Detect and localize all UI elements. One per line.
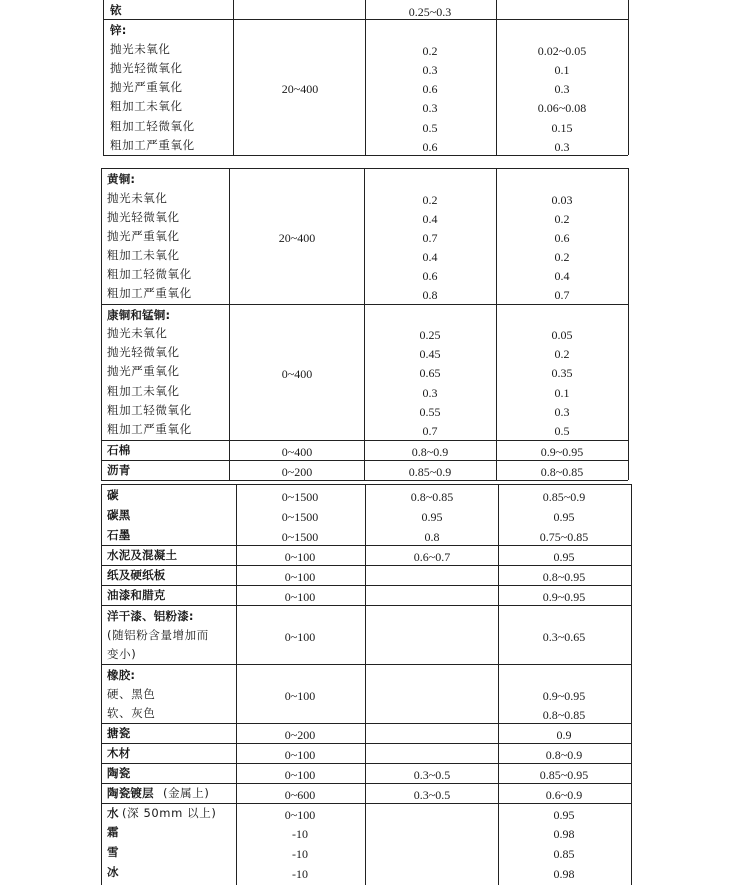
emissivity-value: 0.8~0.9 (545, 748, 583, 762)
material-name: 抛光未氧化 (107, 191, 168, 205)
material-name: 石墨 (107, 528, 131, 542)
emissivity-value: 0.3~0.5 (413, 768, 451, 782)
emissivity-value: 0.9~0.95 (542, 689, 586, 703)
emissivity-value: 0.95 (553, 550, 575, 564)
table-border (364, 168, 365, 480)
table-border (496, 168, 497, 480)
group-heading: 黄铜: (107, 172, 136, 186)
table-border (101, 743, 631, 744)
temperature-range: 0~100 (284, 570, 316, 584)
emissivity-value: 0.3 (554, 82, 570, 96)
temperature-range: -10 (292, 847, 308, 861)
emissivity-value: 0.5 (422, 121, 438, 135)
table-border (101, 585, 631, 586)
emissivity-value: 0.25 (419, 328, 441, 342)
material-name: 洋干漆、铝粉漆: (107, 609, 194, 623)
emissivity-value: 0.02~0.05 (537, 44, 587, 58)
emissivity-value: 0.4 (422, 212, 438, 226)
emissivity-value: 0.98 (553, 867, 575, 881)
table-border (103, 155, 628, 156)
temperature-range: 0~400 (281, 445, 313, 459)
material-name: 陶瓷镀层 (107, 786, 154, 800)
table-border (101, 545, 631, 546)
table-border (101, 484, 631, 485)
material-name: 粗加工严重氧化 (107, 286, 192, 300)
table-border (496, 19, 497, 155)
emissivity-value: 0.6 (422, 82, 438, 96)
emissivity-value: 0.06~0.08 (537, 101, 587, 115)
material-name: 油漆和腊克 (107, 588, 166, 602)
emissivity-value: 0.85~0.9 (542, 490, 586, 504)
table-border (101, 480, 628, 481)
material-note: (随铝粉含量增加而 (107, 628, 209, 642)
emissivity-value: 0.9~0.95 (540, 445, 584, 459)
material-name: 陶瓷 (107, 766, 131, 780)
temperature-range: 0~100 (284, 630, 316, 644)
material-name: 冰 (107, 865, 119, 879)
emissivity-value: 0.85~0.95 (539, 768, 589, 782)
temperature-range: 0~1500 (281, 510, 319, 524)
emissivity-value: 0.3 (422, 63, 438, 77)
emissivity-value: 0.85 (553, 847, 575, 861)
material-name: 铱 (110, 3, 122, 17)
table-border (229, 168, 230, 480)
temperature-range: 0~100 (284, 550, 316, 564)
emissivity-value: 0.9 (556, 728, 572, 742)
table-border (101, 565, 631, 566)
table-border (628, 0, 629, 19)
emissivity-value: 0.6~0.7 (413, 550, 451, 564)
material-name: 抛光轻微氧化 (107, 210, 180, 224)
material-name: 抛光严重氧化 (107, 364, 180, 378)
emissivity-value: 0.8~0.95 (542, 570, 586, 584)
emissivity-value: 0.7 (554, 288, 570, 302)
table-border (233, 19, 234, 155)
emissivity-value: 0.4 (554, 269, 570, 283)
emissivity-value: 0.4 (422, 250, 438, 264)
emissivity-value: 0.8~0.85 (542, 708, 586, 722)
temperature-range: -10 (292, 867, 308, 881)
emissivity-value: 0.3~0.5 (413, 788, 451, 802)
material-name: 粗加工未氧化 (110, 99, 183, 113)
table-border (103, 19, 104, 155)
emissivity-value: 0.95 (553, 510, 575, 524)
material-name: 抛光未氧化 (107, 326, 168, 340)
emissivity-value: 0.9~0.95 (542, 590, 586, 604)
emissivity-value: 0.5 (554, 424, 570, 438)
emissivity-value: 0.98 (553, 827, 575, 841)
material-name: 粗加工严重氧化 (107, 422, 192, 436)
material-name: 石棉 (107, 443, 131, 457)
emissivity-value: 0.25~0.3 (408, 5, 452, 19)
emissivity-value: 0.8~0.85 (540, 465, 584, 479)
table-border (101, 440, 628, 441)
temperature-range: 0~200 (281, 465, 313, 479)
emissivity-value: 0.1 (554, 386, 570, 400)
material-name: 雪 (107, 845, 119, 859)
emissivity-value: 0.7 (422, 424, 438, 438)
temperature-range: 20~400 (278, 231, 316, 245)
emissivity-value: 0.05 (551, 328, 573, 342)
group-heading: 康铜和锰铜: (107, 308, 171, 322)
material-note: (深 50mm 以上) (122, 806, 217, 820)
temperature-range: 0~1500 (281, 530, 319, 544)
emissivity-value: 0.03 (551, 193, 573, 207)
material-name: 纸及硬纸板 (107, 568, 166, 582)
material-name: 碳黑 (107, 508, 131, 522)
emissivity-value: 0.95 (421, 510, 443, 524)
emissivity-value: 0.6 (422, 140, 438, 154)
table-border (101, 723, 631, 724)
emissivity-value: 0.85~0.9 (408, 465, 452, 479)
group-heading: 锌: (110, 23, 127, 37)
emissivity-value: 0.55 (419, 405, 441, 419)
material-name: 软、灰色 (107, 706, 156, 720)
table-border (101, 803, 631, 804)
temperature-range: 0~1500 (281, 490, 319, 504)
table-border (365, 19, 366, 155)
material-note: (金属上) (163, 786, 210, 800)
emissivity-value: 0.8~0.9 (411, 445, 449, 459)
material-name: 粗加工未氧化 (107, 384, 180, 398)
table-border (101, 460, 628, 461)
emissivity-value: 0.2 (554, 212, 570, 226)
emissivity-value: 0.8 (422, 288, 438, 302)
emissivity-value: 0.3 (554, 405, 570, 419)
table-border (631, 484, 632, 885)
material-name: 水泥及混凝土 (107, 548, 178, 562)
material-name: 粗加工严重氧化 (110, 138, 195, 152)
temperature-range: 0~600 (284, 788, 316, 802)
emissivity-value: 0.2 (422, 193, 438, 207)
material-name: 抛光轻微氧化 (110, 61, 183, 75)
emissivity-value: 0.3 (422, 386, 438, 400)
material-name: 硬、黑色 (107, 687, 156, 701)
emissivity-value: 0.75~0.85 (539, 530, 589, 544)
table-border (103, 0, 104, 19)
emissivity-value: 0.95 (553, 808, 575, 822)
material-name: 粗加工轻微氧化 (107, 403, 192, 417)
material-name: 抛光轻微氧化 (107, 345, 180, 359)
material-name: 木材 (107, 746, 131, 760)
material-name: 抛光严重氧化 (107, 229, 180, 243)
material-name: 粗加工轻微氧化 (107, 267, 192, 281)
material-name: 抛光未氧化 (110, 42, 171, 56)
temperature-range: 0~200 (284, 728, 316, 742)
emissivity-value: 0.2 (554, 250, 570, 264)
emissivity-value: 0.6~0.9 (545, 788, 583, 802)
temperature-range: -10 (292, 827, 308, 841)
temperature-range: 0~400 (281, 367, 313, 381)
material-name: 粗加工未氧化 (107, 248, 180, 262)
table-border (101, 304, 628, 305)
emissivity-value: 0.65 (419, 366, 441, 380)
material-name: 水 (107, 806, 119, 820)
table-border (101, 763, 631, 764)
emissivity-value: 0.35 (551, 366, 573, 380)
emissivity-value: 0.8~0.85 (410, 490, 454, 504)
emissivity-value: 0.6 (554, 231, 570, 245)
table-border (101, 168, 102, 480)
emissivity-value: 0.2 (422, 44, 438, 58)
table-border (628, 168, 629, 480)
table-border (496, 0, 497, 19)
table-border (233, 0, 234, 19)
emissivity-value: 0.15 (551, 121, 573, 135)
material-name: 橡胶: (107, 668, 136, 682)
emissivity-value: 0.3 (554, 140, 570, 154)
material-name: 搪瓷 (107, 726, 131, 740)
emissivity-value: 0.1 (554, 63, 570, 77)
temperature-range: 0~100 (284, 748, 316, 762)
emissivity-value: 0.7 (422, 231, 438, 245)
temperature-range: 20~400 (281, 82, 319, 96)
material-name: 碳 (107, 488, 119, 502)
temperature-range: 0~100 (284, 808, 316, 822)
table-border (628, 19, 629, 155)
emissivity-value: 0.45 (419, 347, 441, 361)
material-name: 沥青 (107, 463, 131, 477)
emissivity-value: 0.3 (422, 101, 438, 115)
table-border (101, 605, 631, 606)
emissivity-value: 0.3~0.65 (542, 630, 586, 644)
material-name: 粗加工轻微氧化 (110, 119, 195, 133)
material-name: 抛光严重氧化 (110, 80, 183, 94)
table-border (101, 664, 631, 665)
table-border (365, 0, 366, 19)
table-border (101, 783, 631, 784)
material-note: 变小) (107, 647, 137, 661)
material-name: 霜 (107, 825, 119, 839)
emissivity-value: 0.2 (554, 347, 570, 361)
emissivity-value: 0.8 (424, 530, 440, 544)
temperature-range: 0~100 (284, 768, 316, 782)
emissivity-value: 0.6 (422, 269, 438, 283)
temperature-range: 0~100 (284, 590, 316, 604)
temperature-range: 0~100 (284, 689, 316, 703)
